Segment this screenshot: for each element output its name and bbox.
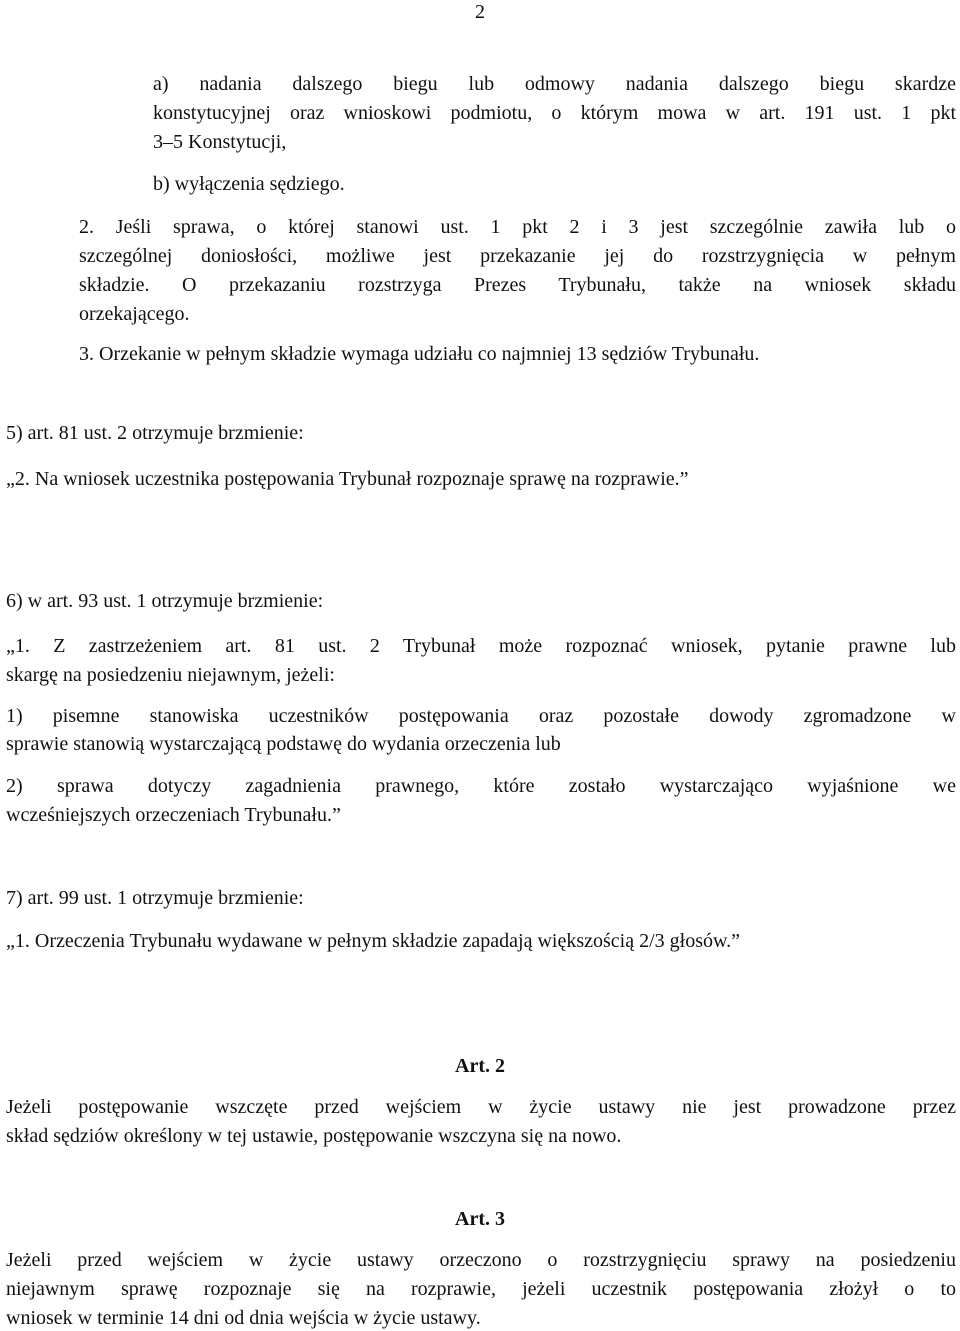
text-line: 2) sprawa dotyczy zagadnienia prawnego, które zostało wystarczająco wyjaśnione we (6, 775, 956, 797)
text-line: orzekającego. (79, 303, 190, 325)
text-line: 7) art. 99 ust. 1 otrzymuje brzmienie: (6, 887, 304, 909)
text-line: 3–5 Konstytucji, (153, 131, 287, 153)
text-line: Jeżeli postępowanie wszczęte przed wejściem w życie ustawy nie jest prowadzone przez (6, 1096, 956, 1118)
page-number: 2 (475, 1, 485, 23)
text-line: skład sędziów określony w tej ustawie, postępowanie wszczyna się na nowo. (6, 1125, 622, 1147)
text-line: niejawnym sprawę rozpoznaje się na rozprawie, jeżeli uczestnik postępowania złożył o to (6, 1278, 956, 1300)
text-line: „2. Na wniosek uczestnika postępowania Trybunał rozpoznaje sprawę na rozprawie.” (6, 468, 689, 490)
text-line: szczególnej doniosłości, możliwe jest przekazanie jej do rozstrzygnięcia w pełnym (79, 245, 956, 267)
text-line: 5) art. 81 ust. 2 otrzymuje brzmienie: (6, 422, 304, 444)
text-line: b) wyłączenia sędziego. (153, 173, 345, 195)
text-line: 6) w art. 93 ust. 1 otrzymuje brzmienie: (6, 590, 324, 612)
article-heading: Art. 3 (455, 1208, 505, 1230)
text-line: 1) pisemne stanowiska uczestników postępowania oraz pozostałe dowody zgromadzone w (6, 705, 956, 727)
text-line: „1. Orzeczenia Trybunału wydawane w pełnym składzie zapadają większością 2/3 głosów.” (6, 930, 741, 952)
text-line: „1. Z zastrzeżeniem art. 81 ust. 2 Trybunał może rozpoznać wniosek, pytanie prawne lub (6, 635, 956, 657)
text-line: 2. Jeśli sprawa, o której stanowi ust. 1 pkt 2 i 3 jest szczególnie zawiła lub o (79, 216, 956, 238)
text-line: sprawie stanowią wystarczającą podstawę do wydania orzeczenia lub (6, 733, 561, 755)
text-line: Jeżeli przed wejściem w życie ustawy orzeczono o rozstrzygnięciu sprawy na posiedzeniu (6, 1249, 956, 1271)
text-line: wniosek w terminie 14 dni od dnia wejścia w życie ustawy. (6, 1307, 481, 1329)
text-line: konstytucyjnej oraz wnioskowi podmiotu, o którym mowa w art. 191 ust. 1 pkt (153, 102, 956, 124)
article-heading: Art. 2 (455, 1055, 505, 1077)
text-line: skargę na posiedzeniu niejawnym, jeżeli: (6, 664, 335, 686)
text-line: składzie. O przekazaniu rozstrzyga Prezes Trybunału, także na wniosek składu (79, 274, 956, 296)
text-line: a) nadania dalszego biegu lub odmowy nadania dalszego biegu skardze (153, 73, 956, 95)
text-line: 3. Orzekanie w pełnym składzie wymaga udziału co najmniej 13 sędziów Trybunału. (79, 343, 760, 365)
text-line: wcześniejszych orzeczeniach Trybunału.” (6, 804, 341, 826)
